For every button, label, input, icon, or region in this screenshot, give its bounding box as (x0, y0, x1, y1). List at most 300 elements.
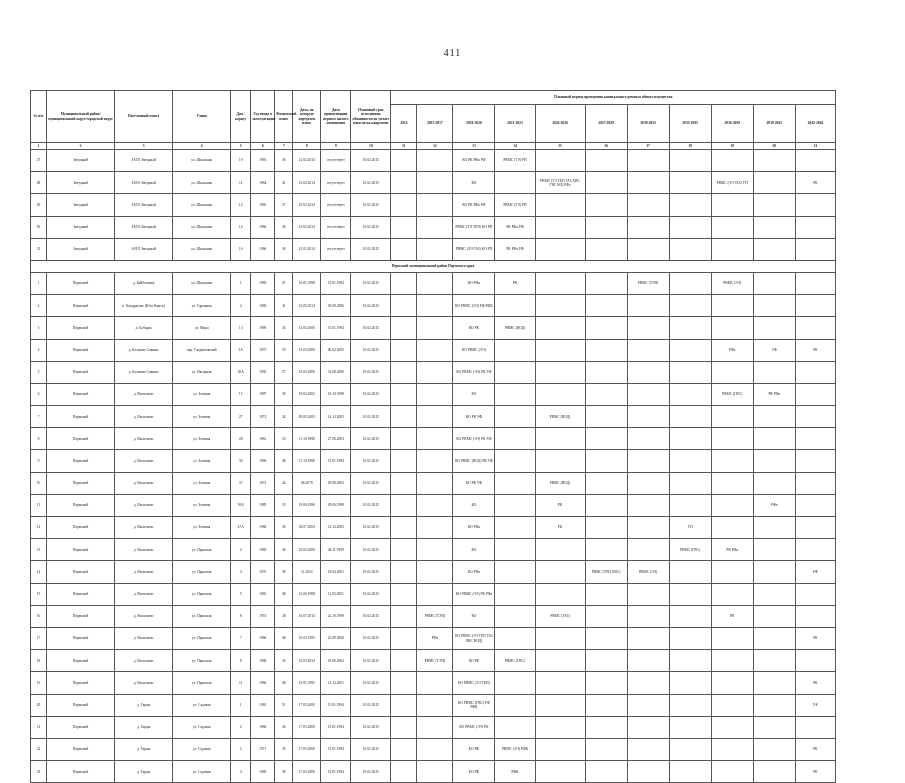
cell-priv_date: 15.01.1994 (321, 761, 351, 783)
cell-period: КО РК (453, 650, 495, 672)
table-row (31, 650, 836, 672)
cell-period (495, 539, 535, 561)
cell-year: 1987 (251, 383, 275, 405)
cell-house: 6 (231, 605, 251, 627)
cell-period (711, 194, 753, 216)
cell-period (711, 650, 753, 672)
cell-period (585, 450, 627, 472)
cell-pay_date: 01.02.2015 (351, 194, 391, 216)
cell-year: 1974 (251, 605, 275, 627)
cell-period (795, 383, 835, 405)
cell-period (627, 605, 669, 627)
cell-wear: 55 (275, 339, 293, 361)
column-number: 11 (391, 143, 417, 150)
cell-period: РК (795, 738, 835, 760)
cell-period: РК РФа РФ (495, 216, 535, 238)
cell-period (753, 406, 795, 428)
cell-period (753, 216, 795, 238)
cell-n: 20 (31, 694, 47, 716)
cell-house: 11 (231, 672, 251, 694)
cell-priv_date: отсутствует (321, 194, 351, 216)
cell-year: 1965 (251, 583, 275, 605)
cell-period (391, 539, 417, 561)
cell-year: 1964 (251, 172, 275, 194)
cell-period (753, 172, 795, 194)
cell-period (753, 428, 795, 450)
cell-year: 1965 (251, 694, 275, 716)
cell-wear_date: 21.06.1988 (293, 583, 321, 605)
table-row (31, 517, 836, 539)
cell-pay_date: 01.02.2015 (351, 605, 391, 627)
cell-house: 39А (231, 494, 251, 516)
cell-pay_date: 01.02.2015 (351, 738, 391, 760)
cell-period (795, 450, 835, 472)
cell-period (417, 494, 453, 516)
cell-period (669, 561, 711, 583)
cell-period: РК (795, 672, 835, 694)
cell-period: УК (795, 694, 835, 716)
cell-period (417, 428, 453, 450)
table-row (31, 317, 836, 339)
cell-period (711, 672, 753, 694)
cell-period (711, 361, 753, 383)
table-row (31, 627, 836, 649)
table-row (31, 494, 836, 516)
cell-priv_date: 25.09.2000 (321, 627, 351, 649)
period-header: 2039-2041 (753, 105, 795, 143)
column-number: 17 (627, 143, 669, 150)
cell-period (753, 583, 795, 605)
cell-wear_date: 17.03.2000 (293, 761, 321, 783)
column-number: 4 (173, 143, 231, 150)
cell-period: РВМС (ЭЭ) (627, 561, 669, 583)
cell-settlement: д. Васильево (115, 583, 173, 605)
cell-settlement: д. Васильево (115, 517, 173, 539)
table-row (31, 583, 836, 605)
cell-period (495, 672, 535, 694)
cell-period (417, 272, 453, 294)
cell-period: РВМС (ГВС) (669, 539, 711, 561)
table-row (31, 216, 836, 238)
cell-year: 1969 (251, 761, 275, 783)
cell-period (795, 605, 835, 627)
column-number: 8 (293, 143, 321, 150)
cell-wear_date: 16.07.2014 (293, 605, 321, 627)
cell-district: Пермский (47, 605, 115, 627)
cell-period: РВМС (ГАЗ) (535, 605, 585, 627)
cell-year: 1966 (251, 238, 275, 260)
cell-district: Пермский (47, 361, 115, 383)
cell-period (535, 272, 585, 294)
cell-n: 2 (31, 295, 47, 317)
cell-n: 21 (31, 716, 47, 738)
cell-priv_date: 15.01.1994 (321, 716, 351, 738)
cell-priv_date: 14.12.2001 (321, 672, 351, 694)
cell-district: Пермский (47, 428, 115, 450)
cell-period: РК (495, 272, 535, 294)
cell-period (417, 339, 453, 361)
cell-street: ул. Мира (173, 317, 231, 339)
cell-wear: 48 (275, 583, 293, 605)
cell-priv_date: 15.01.1994 (321, 317, 351, 339)
cell-wear_date: 13.03.2000 (293, 339, 321, 361)
cell-district: Пермский (47, 627, 115, 649)
cell-period (391, 172, 417, 194)
cell-period (585, 694, 627, 716)
table-row (31, 339, 836, 361)
cell-year: 1961 (251, 428, 275, 450)
column-number: 21 (795, 143, 835, 150)
cell-period (711, 428, 753, 450)
cell-period (627, 406, 669, 428)
cell-wear_date: 19.06.1996 (293, 494, 321, 516)
cell-n: 50 (31, 216, 47, 238)
cell-period (585, 216, 627, 238)
cell-wear: 37 (275, 194, 293, 216)
cell-period: УФ (753, 339, 795, 361)
cell-period (711, 406, 753, 428)
column-number: 5 (231, 143, 251, 150)
cell-period (495, 494, 535, 516)
cell-period: РК (795, 172, 835, 194)
cell-wear: 30 (275, 517, 293, 539)
cell-settlement: ЗАТО Звездный (115, 150, 173, 172)
cell-wear: 41 (275, 295, 293, 317)
cell-period (795, 539, 835, 561)
cell-house: 2 (231, 716, 251, 738)
column-number: 2 (47, 143, 115, 150)
cell-year: 1972 (251, 472, 275, 494)
cell-period (495, 295, 535, 317)
cell-period (585, 472, 627, 494)
cell-period (585, 295, 627, 317)
cell-period: КО РВМС (ВОД) РК УФ (453, 450, 495, 472)
cell-wear_date: 21.02.2014 (293, 216, 321, 238)
cell-period (627, 150, 669, 172)
column-header: Населенный пункт (115, 91, 173, 143)
cell-street: ул. Паркская (173, 650, 231, 672)
cell-street: ул. Паркская (173, 605, 231, 627)
cell-period (391, 583, 417, 605)
cell-wear_date: 25.02.2000 (293, 539, 321, 561)
cell-period (627, 216, 669, 238)
cell-n: 18 (31, 650, 47, 672)
cell-period (495, 450, 535, 472)
cell-period (495, 716, 535, 738)
cell-pay_date: 01.02.2015 (351, 539, 391, 561)
cell-period (711, 317, 753, 339)
cell-period (391, 716, 417, 738)
table-row (31, 561, 836, 583)
page-number: 411 (443, 48, 462, 59)
cell-settlement: ЗАТО Звездный (115, 194, 173, 216)
cell-period (585, 761, 627, 783)
cell-period (535, 150, 585, 172)
cell-district: Пермский (47, 761, 115, 783)
cell-period: РВМС (ВОД) (535, 472, 585, 494)
cell-period (795, 238, 835, 260)
cell-period (753, 295, 795, 317)
period-header: 2042-2044 (795, 105, 835, 143)
column-header: Год ввода в эксплуатацию (251, 91, 275, 143)
cell-n: 51 (31, 238, 47, 260)
cell-settlement: д. Васильево (115, 605, 173, 627)
cell-period (585, 716, 627, 738)
cell-settlement: д. Бобыры (115, 317, 173, 339)
cell-period (417, 738, 453, 760)
cell-district: Пермский (47, 494, 115, 516)
cell-period: КО РФа (453, 561, 495, 583)
cell-period (711, 295, 753, 317)
cell-year: 1965 (251, 150, 275, 172)
cell-priv_date: 16.10.1998 (321, 383, 351, 405)
cell-period: КО РК РФа РФ (453, 194, 495, 216)
cell-period (417, 317, 453, 339)
cell-period (417, 472, 453, 494)
cell-district: Пермский (47, 694, 115, 716)
cell-period (753, 361, 795, 383)
cell-period (495, 561, 535, 583)
cell-period (535, 561, 585, 583)
cell-period (417, 406, 453, 428)
cell-priv_date: 15.01.1994 (321, 738, 351, 760)
cell-settlement: п. Кондратово (Юго-Камск) (115, 295, 173, 317)
cell-period (711, 561, 753, 583)
cell-period (669, 627, 711, 649)
cell-period (391, 694, 417, 716)
cell-period (495, 472, 535, 494)
cell-period (585, 361, 627, 383)
cell-pay_date: 01.02.2015 (351, 272, 391, 294)
cell-period (669, 428, 711, 450)
cell-period (417, 716, 453, 738)
cell-year: 1966 (251, 716, 275, 738)
cell-period (669, 317, 711, 339)
cell-period (417, 761, 453, 783)
cell-street: ул. Садовая (173, 761, 231, 783)
cell-period (585, 406, 627, 428)
cell-period: РК (795, 627, 835, 649)
cell-n: 49 (31, 194, 47, 216)
table-row (31, 672, 836, 694)
cell-district: Пермский (47, 672, 115, 694)
cell-period (795, 361, 835, 383)
cell-period (391, 317, 417, 339)
cell-period: РФК (495, 761, 535, 783)
column-number: 13 (453, 143, 495, 150)
cell-street: ул. Нагорная (173, 361, 231, 383)
cell-street: ул. Школьная (173, 272, 231, 294)
cell-period (585, 583, 627, 605)
column-number: 3 (115, 143, 173, 150)
period-header: 2014 (391, 105, 417, 143)
cell-year: 1983 (251, 272, 275, 294)
cell-period (417, 450, 453, 472)
table-row (31, 428, 836, 450)
cell-pay_date: 01.02.2015 (351, 339, 391, 361)
cell-period (417, 216, 453, 238)
cell-wear_date: 16.01.1998 (293, 272, 321, 294)
cell-year: 1966 (251, 672, 275, 694)
cell-period: РК РФа (753, 383, 795, 405)
cell-period (627, 583, 669, 605)
cell-period: РВМС (ТЭП) (417, 605, 453, 627)
cell-house: 37 (231, 472, 251, 494)
cell-wear_date: 13.03.2000 (293, 361, 321, 383)
cell-period (627, 339, 669, 361)
period-header: 2033-2035 (669, 105, 711, 143)
cell-street: ул. Зеленая (173, 383, 231, 405)
cell-pay_date: 01.02.2015 (351, 361, 391, 383)
cell-house: 28 (231, 428, 251, 450)
cell-house: 12 (231, 194, 251, 216)
cell-wear: 53 (275, 428, 293, 450)
table-row (31, 361, 836, 383)
column-header: Муниципальный район/муниципальный округ/городской округ (47, 91, 115, 143)
cell-period (753, 238, 795, 260)
cell-n: 17 (31, 627, 47, 649)
cell-period (627, 650, 669, 672)
cell-period (391, 295, 417, 317)
cell-period (711, 494, 753, 516)
cell-house: 13 (231, 317, 251, 339)
cell-period (585, 627, 627, 649)
cell-wear_date: 05.05.2003 (293, 406, 321, 428)
cell-period (711, 216, 753, 238)
cell-period (495, 361, 535, 383)
cell-year: 1975 (251, 339, 275, 361)
cell-period: РВМС (ТЭП) (417, 650, 453, 672)
cell-district: Пермский (47, 561, 115, 583)
cell-district: Пермский (47, 406, 115, 428)
cell-priv_date: 15.01.1994 (321, 450, 351, 472)
cell-period (669, 450, 711, 472)
cell-pay_date: 01.02.2015 (351, 383, 391, 405)
column-number: 10 (351, 143, 391, 150)
cell-period (669, 238, 711, 260)
cell-period: РВМС (ВОД) (535, 406, 585, 428)
cell-period: РК (795, 761, 835, 783)
cell-period (391, 361, 417, 383)
cell-pay_date: 01.02.2015 (351, 216, 391, 238)
cell-street: ул. Гаражная (173, 295, 231, 317)
cell-period (795, 517, 835, 539)
cell-year: 1972 (251, 406, 275, 428)
section-title: Пермский муниципальный район Пермского края (31, 260, 836, 272)
cell-period (795, 716, 835, 738)
cell-street: ул. Зеленая (173, 406, 231, 428)
table-row (31, 694, 836, 716)
cell-period (711, 694, 753, 716)
cell-period (627, 295, 669, 317)
cell-house: 1 (231, 272, 251, 294)
cell-pay_date: 01.02.2015 (351, 428, 391, 450)
cell-wear: 40 (275, 716, 293, 738)
cell-pay_date: 01.02.2015 (351, 472, 391, 494)
cell-period (669, 150, 711, 172)
cell-period (669, 650, 711, 672)
cell-period (391, 650, 417, 672)
cell-settlement: д. Васильево (115, 428, 173, 450)
cell-priv_date: 27.06.2003 (321, 428, 351, 450)
cell-priv_date: 06.02.2005 (321, 339, 351, 361)
cell-period (585, 150, 627, 172)
column-number: 20 (753, 143, 795, 150)
cell-period (417, 517, 453, 539)
cell-settlement: д. Гарцы (115, 694, 173, 716)
cell-period (535, 428, 585, 450)
cell-period: КО (453, 494, 495, 516)
cell-wear_date: 01.03.1995 (293, 627, 321, 649)
cell-period (417, 539, 453, 561)
cell-wear_date: 17.03.2000 (293, 716, 321, 738)
cell-period (391, 272, 417, 294)
cell-street: пер. Гладышевский (173, 339, 231, 361)
cell-period: КО РФа (453, 517, 495, 539)
cell-period (711, 450, 753, 472)
column-number: 12 (417, 143, 453, 150)
table-row (31, 450, 836, 472)
cell-district: Пермский (47, 738, 115, 760)
cell-priv_date: отсутствует (321, 216, 351, 238)
cell-period (391, 216, 417, 238)
section-row (31, 260, 836, 272)
cell-house: 4 (231, 561, 251, 583)
cell-settlement: ЗАТО Звездный (115, 216, 173, 238)
cell-period: РВМС (ЭЭ ГАЗ) УП (711, 172, 753, 194)
cell-year: 1966 (251, 627, 275, 649)
cell-house: 2 (231, 539, 251, 561)
cell-period: КО РВМС (ЭЭ) РК УФ (453, 361, 495, 383)
cell-period (585, 738, 627, 760)
cell-period (585, 494, 627, 516)
cell-period: КО (453, 605, 495, 627)
cell-year: 1966 (251, 450, 275, 472)
cell-settlement: д. Васильево (115, 539, 173, 561)
cell-street: ул. Школьная (173, 150, 231, 172)
cell-year: 1985 (251, 539, 275, 561)
cell-period (753, 672, 795, 694)
cell-period (585, 194, 627, 216)
table-row (31, 472, 836, 494)
cell-period (669, 406, 711, 428)
cell-period (753, 539, 795, 561)
cell-wear_date: 18.02.2002 (293, 383, 321, 405)
cell-settlement: д. Васильево (115, 472, 173, 494)
cell-period (627, 172, 669, 194)
column-header: Физический износ (275, 91, 293, 143)
cell-period (627, 694, 669, 716)
cell-settlement: д. Васильево (115, 672, 173, 694)
cell-district: Пермский (47, 472, 115, 494)
cell-period: РФа (417, 627, 453, 649)
cell-settlement: д. Васильево (115, 383, 173, 405)
cell-period (669, 761, 711, 783)
cell-period (495, 517, 535, 539)
cell-period (669, 605, 711, 627)
cell-pay_date: 01.02.2015 (351, 317, 391, 339)
cell-wear: 36 (275, 238, 293, 260)
cell-street: ул. Паркская (173, 583, 231, 605)
cell-period (535, 194, 585, 216)
cell-pay_date: 01.02.2015 (351, 650, 391, 672)
cell-period (391, 561, 417, 583)
cell-street: ул. Школьная (173, 194, 231, 216)
cell-period (585, 428, 627, 450)
cell-wear_date: 11.10.1988 (293, 450, 321, 472)
cell-wear: 42 (275, 472, 293, 494)
table-row (31, 406, 836, 428)
